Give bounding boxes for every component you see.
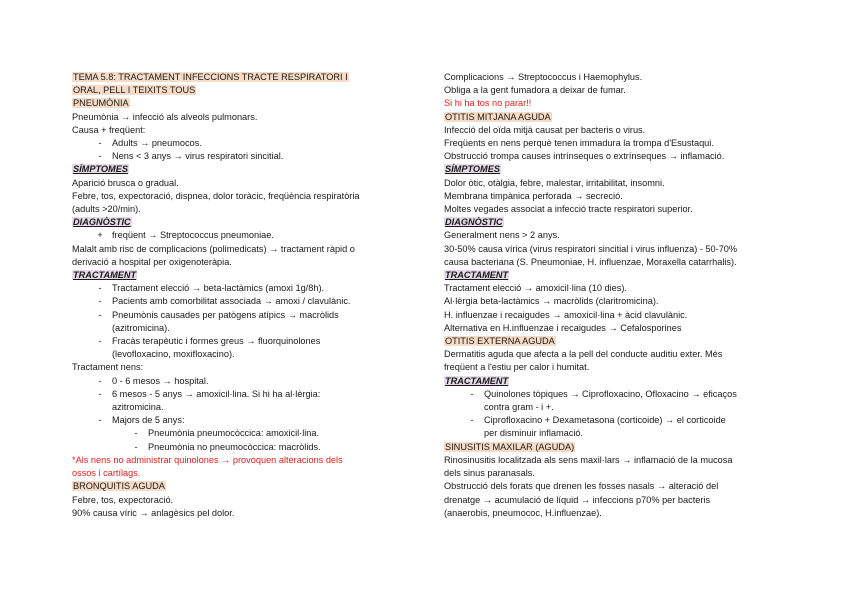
right-column xyxy=(444,71,789,520)
paragraph: Tractament elecció → amoxicil·lina (10 dies). xyxy=(444,283,627,294)
left-column xyxy=(72,71,410,520)
paragraph: Rinosinusitis localitzada als sens maxil·lars → inflamació de la mucosa xyxy=(444,454,733,465)
list-item-continuation: azitromicina. xyxy=(112,402,164,413)
paragraph: Alternativa en H.influenzae i recaigudes → Cefalosporines xyxy=(444,322,682,333)
subheading-simptomes: SÍMPTOMES xyxy=(445,164,500,175)
list-item-nested: - Pneumònia pneumocòccica: amoxicil·lina. xyxy=(134,428,320,439)
list-item: - Nens < 3 anys → virus respiratori sincitial. xyxy=(98,151,284,162)
heading-sinusitis: SINUSITIS MAXILAR (AGUDA) xyxy=(445,441,575,452)
paragraph: Al·lèrgia beta-lactàmics → macròlids (claritromicina). xyxy=(444,296,659,307)
paragraph: (anaerobis, pneumococ, H.influenzae). xyxy=(444,507,602,518)
list-item: - Quinolones tòpiques → Ciprofloxacino, Ofloxacino → eficaços xyxy=(470,388,737,399)
paragraph: Aparició brusca o gradual. xyxy=(72,177,179,188)
paragraph: Obstrucció trompa causes intrínseques o extrínseques → inflamació. xyxy=(444,151,725,162)
warning-note: ossos i cartílags. xyxy=(72,468,141,479)
paragraph: Dolor òtic, otàlgia, febre, malestar, irritabilitat, insomni. xyxy=(444,177,665,188)
paragraph: (adults >20/min). xyxy=(72,204,141,215)
paragraph: 90% causa víric → anlagèsics pel dolor. xyxy=(72,507,235,518)
list-item: - 0 - 6 mesos → hospital. xyxy=(98,375,209,386)
list-item: - Tractament elecció → beta-lactàmics (amoxi 1g/8h). xyxy=(98,283,325,294)
warning-note: Si hi ha tos no parar!! xyxy=(444,98,532,109)
heading-pneumonia: PNEUMÒNIA xyxy=(73,98,129,109)
paragraph: derivació a hospital per oxigenoteràpia. xyxy=(72,256,232,267)
list-item-continuation: (levofloxacino, moxifloxacino). xyxy=(112,349,235,360)
list-item-continuation: per disminuir inflamació. xyxy=(484,428,584,439)
paragraph: Obstrucció dels forats que drenen les fosses nasals → alteració del xyxy=(444,481,719,492)
list-item-continuation: (azitromicina). xyxy=(112,322,170,333)
heading-otitis-externa: OTITIS EXTERNA AGUDA xyxy=(445,336,555,347)
paragraph: Tractament nens: xyxy=(72,362,144,373)
subheading-tractament: TRACTAMENT xyxy=(445,375,509,386)
list-item: - Pneumònis causades per patògens atípics → macròlids xyxy=(98,309,339,320)
heading-otitis-mitjana: OTITIS MITJANA AGUDA xyxy=(445,111,551,122)
subheading-diagnostic: DIAGNÒSTIC xyxy=(73,217,131,228)
list-item: - Pacients amb comorbilitat associada → amoxi / clavulànic. xyxy=(98,296,351,307)
paragraph: Obliga a la gent fumadora a deixar de fumar. xyxy=(444,85,626,96)
subheading-tractament: TRACTAMENT xyxy=(73,270,137,281)
subheading-tractament: TRACTAMENT xyxy=(445,270,509,281)
paragraph: Freqüents en nens perquè tenen immadura la trompa d'Esustaqui. xyxy=(444,138,714,149)
paragraph: Febre, tos, expectoració, dispnea, dolor toràcic, freqüència respiratòria xyxy=(72,190,360,201)
paragraph: freqüent a l'estiu per calor i humitat. xyxy=(444,362,590,373)
paragraph: H. influenzae i recaigudes → amoxicil·lina + àcid clavulànic. xyxy=(444,309,688,320)
paragraph: Malalt amb risc de complicacions (polimedicats) → tractament ràpid o xyxy=(72,243,355,254)
heading-bronquitis: BRONQUITIS AGUDA xyxy=(73,481,165,492)
topic-title-line1: TEMA 5.8: TRACTAMENT INFECCIONS TRACTE RESPIRATORI I xyxy=(73,72,348,82)
list-item: + freqüent → Streptococcus pneumoniae. xyxy=(97,230,274,241)
list-item: - Fracàs terapèutic i formes greus → fluorquinolones xyxy=(98,336,321,347)
paragraph: Febre, tos, expectoració. xyxy=(72,494,174,505)
paragraph: Generalment nens > 2 anys. xyxy=(444,230,560,241)
warning-note: *Als nens no administrar quinolones → provoquen alteracions dels xyxy=(72,454,343,465)
paragraph: Pneumònia → infecció als alveols pulmonars. xyxy=(72,111,258,122)
paragraph: drenatge → acumulació de líquid → infeccions p70% per bacteris xyxy=(444,494,711,505)
list-item: - Ciprofloxacino + Dexametasona (corticoide) → el corticoide xyxy=(470,415,726,426)
paragraph: Moltes vegades associat a infecció tracte respiratori superior. xyxy=(444,204,693,215)
topic-title-line2: ORAL, PELL I TEIXITS TOUS xyxy=(73,85,196,96)
paragraph: Infecció del oïda mitjà causat per bacteris o virus. xyxy=(444,124,646,135)
subheading-diagnostic: DIAGNÒSTIC xyxy=(445,217,503,228)
paragraph: Dermatitis aguda que afecta a la pell del conducte auditiu exter. Més xyxy=(444,349,723,360)
list-item-nested: - Pneumònia no pneumocòccica: macròlids. xyxy=(134,441,321,452)
paragraph: Causa + freqüent: xyxy=(72,124,146,135)
paragraph: dels sinus paranasals. xyxy=(444,468,535,479)
paragraph: 30-50% causa vírica (virus respiratori sincitial i virus influenza) - 50-70% xyxy=(444,243,738,254)
subheading-simptomes: SÍMPTOMES xyxy=(73,164,128,175)
list-item: - 6 mesos - 5 anys → amoxicil·lina. Si hi ha al·lèrgia: xyxy=(98,388,321,399)
paragraph: Complicacions → Streptococcus i Haemophylus. xyxy=(444,72,643,82)
list-item: - Adults → pneumocos. xyxy=(98,138,202,149)
list-item: - Majors de 5 anys: xyxy=(98,415,185,426)
list-item-continuation: contra gram - i +. xyxy=(484,402,554,413)
paragraph: Membrana timpànica perforada → secreció. xyxy=(444,190,623,201)
paragraph: causa bacteriana (S. Pneumoniae, H. influenzae, Moraxella catarrhalis). xyxy=(444,256,737,267)
